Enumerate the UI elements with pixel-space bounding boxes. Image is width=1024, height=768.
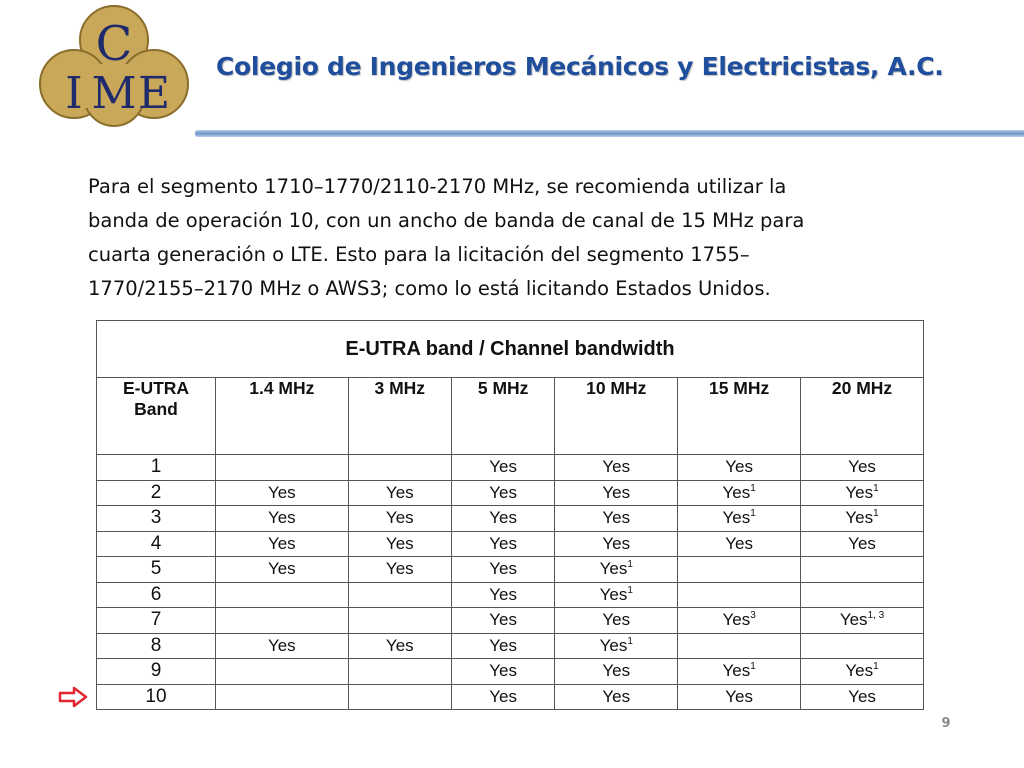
table-header-row: [97, 378, 924, 455]
support-value: Yes: [489, 482, 518, 502]
band-number-cell: 2: [97, 480, 216, 506]
support-cell: [451, 582, 554, 608]
support-value: Yes: [845, 661, 874, 681]
band-header-line: Band: [134, 399, 178, 419]
support-cell: [555, 659, 678, 685]
support-cell: [801, 659, 924, 685]
support-cell: [348, 455, 451, 481]
page-number: 9: [941, 716, 951, 731]
footnote-marker: 1: [873, 661, 879, 673]
support-cell: [555, 582, 678, 608]
support-cell: [216, 608, 349, 634]
bandwidth-column-header: 15 MHz: [678, 378, 801, 455]
support-value: Yes: [602, 686, 631, 706]
support-value: Yes: [848, 533, 876, 553]
support-value: Yes: [267, 533, 296, 553]
support-cell: [216, 480, 349, 506]
support-value: Yes: [385, 508, 414, 528]
support-cell: [348, 633, 451, 659]
support-cell: [348, 684, 451, 710]
bandwidth-column-header: 5 MHz: [451, 378, 554, 455]
support-value: Yes: [489, 635, 518, 655]
support-cell: [555, 480, 678, 506]
table-row: [97, 506, 924, 532]
support-cell: [216, 531, 349, 557]
cime-logo: [38, 4, 190, 128]
support-cell: [451, 557, 554, 583]
support-cell: [801, 531, 924, 557]
band-number-cell: 9: [97, 659, 216, 685]
support-value: Yes: [385, 559, 414, 579]
support-cell: [348, 582, 451, 608]
table-row: [97, 608, 924, 634]
band-number-cell: 4: [97, 531, 216, 557]
band-number-cell: 1: [97, 455, 216, 481]
support-cell: [451, 684, 554, 710]
support-cell: [451, 608, 554, 634]
support-cell: [678, 608, 801, 634]
table-row: [97, 659, 924, 685]
support-cell: [451, 659, 554, 685]
support-value: Yes: [602, 508, 631, 528]
body-line: 1770/2155–2170 MHz o AWS3; como lo está licitando Estados Unidos.: [88, 277, 771, 300]
band-header-line: E-UTRA: [122, 378, 190, 398]
support-cell: [678, 633, 801, 659]
support-value: Yes: [599, 559, 628, 579]
support-cell: [801, 582, 924, 608]
support-cell: [216, 659, 349, 685]
support-value: Yes: [602, 610, 631, 630]
bandwidth-column-header: 20 MHz: [801, 378, 924, 455]
bandwidth-table-image: [96, 320, 926, 718]
support-cell: [555, 506, 678, 532]
band-number-cell: 8: [97, 633, 216, 659]
support-value: Yes: [602, 661, 631, 681]
body-paragraph: [88, 170, 948, 306]
table-row: [97, 455, 924, 481]
support-cell: [801, 455, 924, 481]
support-value: Yes: [725, 686, 753, 706]
support-value: Yes: [489, 610, 518, 630]
support-cell: [451, 506, 554, 532]
support-cell: [555, 608, 678, 634]
support-value: Yes: [599, 635, 628, 655]
support-cell: [678, 684, 801, 710]
support-value: Yes: [489, 508, 518, 528]
support-cell: [216, 506, 349, 532]
support-value: Yes: [602, 457, 631, 477]
band-number-cell: 7: [97, 608, 216, 634]
support-cell: [348, 531, 451, 557]
support-cell: [216, 684, 349, 710]
support-value: Yes: [602, 482, 631, 502]
logo-letter-c: C: [95, 16, 133, 72]
band-number-cell: 3: [97, 506, 216, 532]
support-cell: [451, 455, 554, 481]
footnote-marker: 1: [873, 508, 879, 520]
support-cell: [216, 582, 349, 608]
bandwidth-column-header: 1.4 MHz: [216, 378, 349, 455]
body-line: banda de operación 10, con un ancho de banda de canal de 15 MHz para: [88, 209, 805, 232]
band-number-cell: 10: [97, 684, 216, 710]
band-column-header: [97, 378, 216, 455]
footnote-marker: 1: [750, 508, 756, 520]
support-cell: [348, 557, 451, 583]
support-cell: [678, 531, 801, 557]
support-value: Yes: [267, 559, 296, 579]
support-value: Yes: [385, 482, 414, 502]
table-row: [97, 557, 924, 583]
body-line: cuarta generación o LTE. Esto para la licitación del segmento 1755–: [88, 243, 750, 266]
support-value: Yes: [385, 635, 414, 655]
table-row: [97, 480, 924, 506]
footnote-marker: 1: [750, 661, 756, 673]
support-cell: [555, 557, 678, 583]
support-cell: [555, 633, 678, 659]
footnote-marker: 1: [627, 635, 633, 647]
support-cell: [555, 531, 678, 557]
support-cell: [678, 582, 801, 608]
support-cell: [678, 455, 801, 481]
support-cell: [801, 608, 924, 634]
bandwidth-table: [96, 320, 924, 710]
support-value: Yes: [267, 508, 296, 528]
support-value: Yes: [848, 686, 876, 706]
support-cell: [801, 684, 924, 710]
logo-letter-e: E: [137, 68, 171, 119]
support-cell: [348, 506, 451, 532]
support-value: Yes: [267, 635, 296, 655]
band-number-cell: 6: [97, 582, 216, 608]
support-cell: [801, 506, 924, 532]
support-cell: [555, 455, 678, 481]
support-value: Yes: [722, 508, 751, 528]
body-line: Para el segmento 1710–1770/2110-2170 MHz, se recomienda utilizar la: [88, 175, 787, 198]
highlight-arrow-icon: [58, 686, 88, 708]
support-value: Yes: [725, 533, 753, 553]
logo-letter-m: M: [91, 68, 137, 119]
support-cell: [451, 531, 554, 557]
footnote-marker: 1: [873, 482, 879, 494]
support-cell: [348, 659, 451, 685]
support-cell: [216, 557, 349, 583]
title-divider: [195, 130, 1024, 137]
footnote-marker: 1: [750, 482, 756, 494]
footnote-marker: 1: [627, 559, 633, 571]
support-cell: [678, 506, 801, 532]
support-value: Yes: [848, 457, 876, 477]
table-row: [97, 684, 924, 710]
page-title: Colegio de Ingenieros Mecánicos y Electricistas, A.C.: [216, 52, 944, 81]
table-caption: E-UTRA band / Channel bandwidth: [97, 321, 924, 378]
table-row: [97, 531, 924, 557]
support-cell: [451, 480, 554, 506]
support-value: Yes: [722, 610, 751, 630]
support-cell: [678, 480, 801, 506]
support-cell: [348, 608, 451, 634]
support-value: Yes: [489, 686, 518, 706]
support-cell: [216, 633, 349, 659]
support-cell: [801, 633, 924, 659]
support-value: Yes: [602, 533, 631, 553]
support-value: Yes: [722, 661, 751, 681]
support-value: Yes: [845, 482, 874, 502]
table-row: [97, 582, 924, 608]
support-cell: [555, 684, 678, 710]
support-value: Yes: [489, 661, 518, 681]
footnote-marker: 3: [750, 610, 756, 622]
support-value: Yes: [267, 482, 296, 502]
band-number-cell: 5: [97, 557, 216, 583]
support-cell: [216, 455, 349, 481]
support-value: Yes: [839, 610, 868, 630]
support-value: Yes: [725, 457, 753, 477]
support-value: Yes: [722, 482, 751, 502]
footnote-marker: 1, 3: [867, 610, 885, 622]
support-cell: [801, 480, 924, 506]
bandwidth-column-header: 3 MHz: [348, 378, 451, 455]
support-value: Yes: [489, 533, 518, 553]
support-cell: [348, 480, 451, 506]
footnote-marker: 1: [627, 584, 633, 596]
support-cell: [451, 633, 554, 659]
table-row: [97, 633, 924, 659]
support-value: Yes: [385, 533, 414, 553]
logo-letter-i: I: [65, 68, 83, 119]
support-value: Yes: [845, 508, 874, 528]
bandwidth-column-header: 10 MHz: [555, 378, 678, 455]
support-cell: [678, 659, 801, 685]
support-value: Yes: [489, 457, 518, 477]
support-value: Yes: [489, 584, 518, 604]
support-cell: [678, 557, 801, 583]
support-cell: [801, 557, 924, 583]
support-value: Yes: [599, 584, 628, 604]
support-value: Yes: [489, 559, 518, 579]
